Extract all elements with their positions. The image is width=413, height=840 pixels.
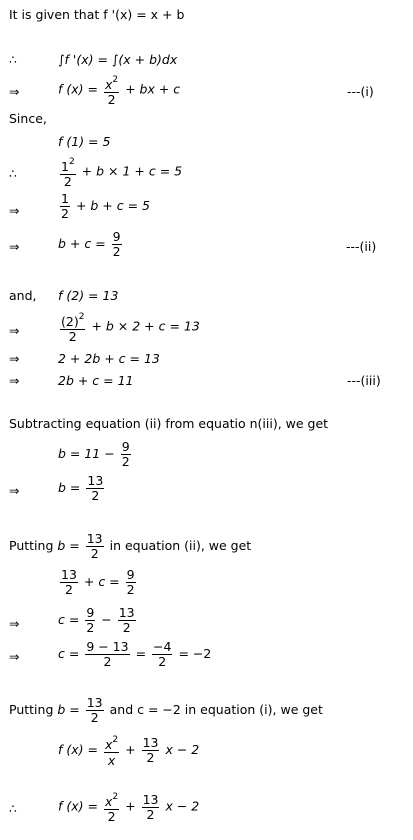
f1-equation: f (1) = 5	[58, 134, 111, 149]
thirteen-halves: $\frac{13}{2}$	[142, 791, 159, 822]
subtracting-line: Subtracting equation (ii) from equatio n(iii), we get	[9, 416, 329, 431]
since-label: Since,	[9, 111, 47, 126]
fx-substituted: f (x) = $\frac{x^2}{x}$ + $\frac{13}{2}$ x − 2	[58, 735, 200, 768]
nine-halves: $\frac{9}{2}$	[126, 567, 135, 597]
fx-final: f (x) = $\frac{x^2}{2}$ + $\frac{13}{2}$ x − 2	[58, 791, 200, 824]
one-half: $\frac{1}{2}$	[61, 191, 69, 221]
two-squared-over-2: $\frac{(2)^2}{2}$	[61, 312, 85, 344]
x-squared-over-2: $\frac{x^2}{2}$	[104, 792, 119, 824]
thirteen-halves: $\frac{13}{2}$	[61, 567, 77, 597]
implies-symbol: ⇒	[9, 616, 20, 631]
putting-bc-line: Putting b = $\frac{13}{2}$ and c = −2 in equation (i), we get	[9, 695, 323, 725]
x-squared-over-2: $\frac{x^2}{2}$	[104, 75, 119, 107]
thirteen-halves: $\frac{13}{2}$	[118, 605, 135, 635]
integral-equation: ∫f '(x) = ∫(x + b)dx	[58, 52, 178, 67]
b-subtraction: b = 11 − $\frac{9}{2}$	[58, 439, 130, 469]
thirteen-halves: $\frac{13}{2}$	[86, 695, 103, 725]
neg-four-over-2: $\frac{-4}{2}$	[153, 639, 172, 669]
b-value: b = $\frac{13}{2}$	[58, 473, 104, 503]
and-label: and,	[9, 288, 37, 303]
thirteen-halves: $\frac{13}{2}$	[87, 473, 104, 503]
therefore-symbol: ∴	[9, 52, 17, 67]
nine-halves: $\frac{9}{2}$	[121, 439, 130, 469]
implies-symbol: ⇒	[9, 373, 20, 388]
f1-substitution: $\frac{1^2}{2}$ + b × 1 + c = 5	[61, 157, 183, 189]
nine-halves: $\frac{9}{2}$	[86, 605, 95, 635]
implies-symbol: ⇒	[9, 84, 20, 99]
therefore-symbol: ∴	[9, 166, 17, 181]
implies-symbol: ⇒	[9, 239, 20, 254]
f2-equation: f (2) = 13	[58, 288, 119, 303]
putting-b-line: Putting b = $\frac{13}{2}$ in equation (ii), we get	[9, 531, 252, 561]
implies-symbol: ⇒	[9, 483, 20, 498]
tag-iii: ---(iii)	[347, 373, 381, 388]
tag-i: ---(i)	[347, 84, 374, 99]
x-squared-over-x: $\frac{x^2}{x}$	[104, 735, 119, 768]
thirteen-halves: $\frac{13}{2}$	[142, 735, 159, 765]
given-line: It is given that f '(x) = x + b	[9, 7, 185, 22]
nine-halves: $\frac{9}{2}$	[112, 229, 121, 259]
c-value: c = $\frac{9 - 13}{2}$ = $\frac{-4}{2}$ = −2	[58, 639, 212, 669]
fx-general-equation: f (x) = $\frac{x^2}{2}$ + bx + c	[58, 75, 181, 107]
tag-ii: ---(ii)	[346, 239, 377, 254]
one-squared-over-2: $\frac{1^2}{2}$	[61, 157, 75, 189]
implies-symbol: ⇒	[9, 323, 20, 338]
c-subtraction: c = $\frac{9}{2}$ − $\frac{13}{2}$	[58, 605, 135, 635]
c-equation: $\frac{13}{2}$ + c = $\frac{9}{2}$	[61, 567, 135, 597]
nine-minus-thirteen-over-2: $\frac{9 - 13}{2}$	[86, 639, 129, 669]
thirteen-halves: $\frac{13}{2}$	[86, 531, 103, 561]
implies-symbol: ⇒	[9, 351, 20, 366]
eq-iii: 2b + c = 11	[58, 373, 134, 388]
half-equation: $\frac{1}{2}$ + b + c = 5	[61, 191, 150, 221]
implies-symbol: ⇒	[9, 649, 20, 664]
implies-symbol: ⇒	[9, 203, 20, 218]
f2-substitution: $\frac{(2)^2}{2}$ + b × 2 + c = 13	[61, 312, 200, 344]
simplified-eq: 2 + 2b + c = 13	[58, 351, 160, 366]
therefore-symbol: ∴	[9, 801, 17, 816]
eq-ii: b + c = $\frac{9}{2}$	[58, 229, 121, 259]
